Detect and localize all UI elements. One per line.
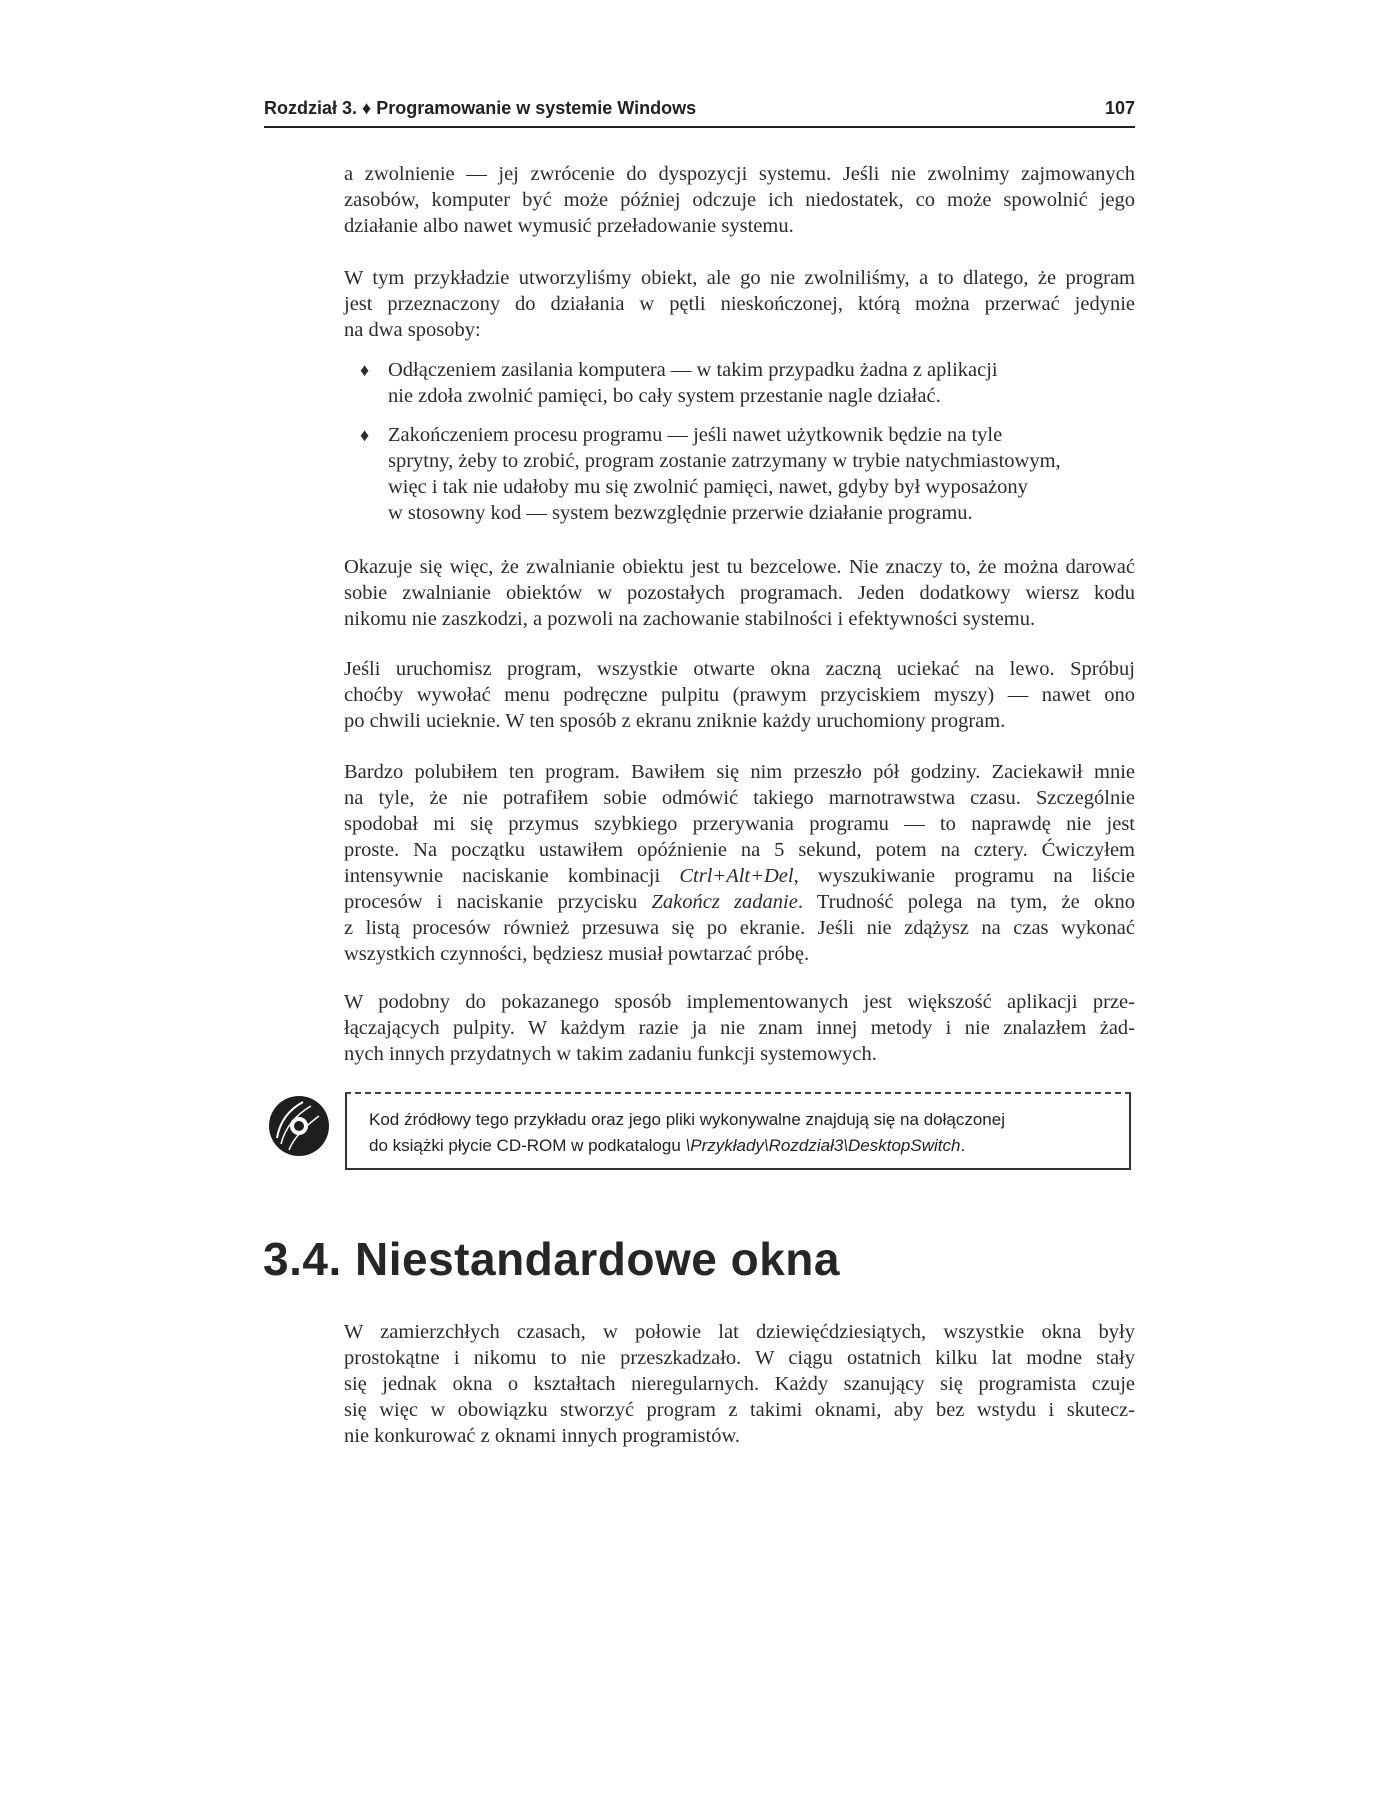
- page-number: 107: [1104, 98, 1135, 118]
- running-header: [264, 98, 1135, 128]
- text-line: łączających pulpity. W każdym razie ja nie znam innej metody i nie znalazłem żad-: [344, 1017, 1135, 1039]
- text-line: na dwa sposoby:: [344, 319, 481, 341]
- text-line: Jeśli uruchomisz program, wszystkie otwarte okna zaczną uciekać na lewo. Spróbuj: [344, 658, 1135, 680]
- diamond-bullet-icon: ♦: [360, 425, 370, 445]
- text-line: działanie albo nawet wymusić przeładowanie systemu.: [344, 215, 794, 237]
- text-line: z listą procesów również przesuwa się po ekranie. Jeśli nie zdążysz na czas wykonać: [344, 917, 1135, 939]
- text-line: W podobny do pokazanego sposób implementowanych jest większość aplikacji prze-: [344, 991, 1135, 1013]
- paragraph-1: [344, 161, 1135, 239]
- text-line: jest przeznaczony do działania w pętli nieskończonej, którą można przerwać jedynie: [344, 293, 1135, 315]
- bullet-item: [360, 357, 1120, 409]
- button-name: Zakończ zadanie: [651, 891, 798, 913]
- text-line: Kod źródłowy tego przykładu oraz jego pliki wykonywalne znajdują się na dołączonej: [369, 1110, 1005, 1129]
- paragraph-2: [344, 265, 1135, 343]
- cd-rom-icon: [267, 1094, 331, 1158]
- text-line: Okazuje się więc, że zwalnianie obiektu jest tu bezcelowe. Nie znaczy to, że można darować: [344, 556, 1135, 578]
- bullet-item: [360, 422, 1120, 526]
- text-line: Odłączeniem zasilania komputera — w takim przypadku żadna z aplikacji: [388, 359, 998, 381]
- text-line: W zamierzchłych czasach, w połowie lat dziewięćdziesiątych, wszystkie okna były: [344, 1321, 1135, 1343]
- paragraph-5: [344, 759, 1135, 967]
- paragraph-3: [344, 554, 1135, 632]
- text-line: [369, 1133, 1119, 1159]
- text-line: W tym przykładzie utworzyliśmy obiekt, ale go nie zwolniliśmy, a to dlatego, że program: [344, 267, 1135, 289]
- paragraph-6: [344, 989, 1135, 1067]
- text-line: Zakończeniem procesu programu — jeśli nawet użytkownik będzie na tyle: [388, 424, 1003, 446]
- text-line: wszystkich czynności, będziesz musiał powtarzać próbę.: [344, 943, 810, 965]
- note-box: [345, 1092, 1131, 1170]
- text-line: proste. Na początku ustawiłem opóźnienie na 5 sekund, potem na cztery. Ćwiczyłem: [344, 839, 1135, 861]
- text-line: [344, 863, 1135, 889]
- text-line: nie zdoła zwolnić pamięci, bo cały system przestanie nagle działać.: [388, 385, 941, 407]
- paragraph-7: [344, 1319, 1135, 1449]
- text-line: nikomu nie zaszkodzi, a pozwoli na zachowanie stabilności i efektywności systemu.: [344, 608, 1036, 630]
- text-run: procesów i naciskanie przycisku: [344, 891, 652, 913]
- bullet-list: [360, 357, 1120, 526]
- text-line: w stosowny kod — system bezwzględnie przerwie działanie programu.: [388, 502, 973, 524]
- directory-path: \Przykłady\Rozdział3\DesktopSwitch: [685, 1136, 961, 1155]
- text-line: [344, 889, 1135, 915]
- text-line: się jednak okna o kształtach nieregularnych. Każdy szanujący się programista czuje: [344, 1373, 1135, 1395]
- paragraph-4: [344, 656, 1135, 734]
- text-line: sprytny, żeby to zrobić, program zostanie zatrzymany w trybie natychmiastowym,: [388, 450, 1061, 472]
- text-line: nie konkurować z oknami innych programistów.: [344, 1425, 741, 1447]
- text-line: więc i tak nie udałoby mu się zwolnić pamięci, nawet, gdyby był wyposażony: [388, 476, 1028, 498]
- note-text: [369, 1107, 1119, 1159]
- text-line: na tyle, że nie potrafiłem sobie odmówić takiego marnotrawstwa czasu. Szczególnie: [344, 787, 1135, 809]
- text-line: choćby wywołać menu podręczne pulpitu (prawym przyciskiem myszy) — nawet ono: [344, 684, 1135, 706]
- text-run: , wyszukiwanie programu na liście: [793, 865, 1135, 887]
- text-run: . Trudność polega na tym, że okno: [797, 891, 1135, 913]
- text-line: się więc w obowiązku stworzyć program z takimi oknami, aby bez wstydu i skutecz-: [344, 1399, 1135, 1421]
- text-line: sobie zwalnianie obiektów w pozostałych programach. Jeden dodatkowy wiersz kodu: [344, 582, 1135, 604]
- text-line: spodobał mi się przymus szybkiego przerywania programu — to naprawdę nie jest: [344, 813, 1135, 835]
- chapter-title: Rozdział 3. ♦ Programowanie w systemie Windows: [264, 98, 697, 118]
- text-line: prostokątne i nikomu to nie przeszkadzało. W ciągu ostatnich kilku lat modne stały: [344, 1347, 1135, 1369]
- diamond-bullet-icon: ♦: [360, 360, 370, 380]
- text-line: Bardzo polubiłem ten program. Bawiłem się nim przeszło pół godziny. Zaciekawił mnie: [344, 761, 1135, 783]
- text-line: nych innych przydatnych w takim zadaniu funkcji systemowych.: [344, 1043, 877, 1065]
- section-heading: 3.4. Niestandardowe okna: [263, 1233, 840, 1285]
- text-run: intensywnie naciskanie kombinacji: [344, 865, 680, 887]
- key-combination: Ctrl+Alt+Del: [679, 865, 794, 887]
- text-line: zasobów, komputer być może później odczuje ich niedostatek, co może spowolnić jego: [344, 189, 1135, 211]
- text-run: .: [960, 1136, 966, 1155]
- text-line: a zwolnienie — jej zwrócenie do dyspozycji systemu. Jeśli nie zwolnimy zajmowanych: [344, 163, 1135, 185]
- text-run: do książki płycie CD-ROM w podkatalogu: [369, 1136, 686, 1155]
- text-line: po chwili ucieknie. W ten sposób z ekranu zniknie każdy uruchomiony program.: [344, 710, 1006, 732]
